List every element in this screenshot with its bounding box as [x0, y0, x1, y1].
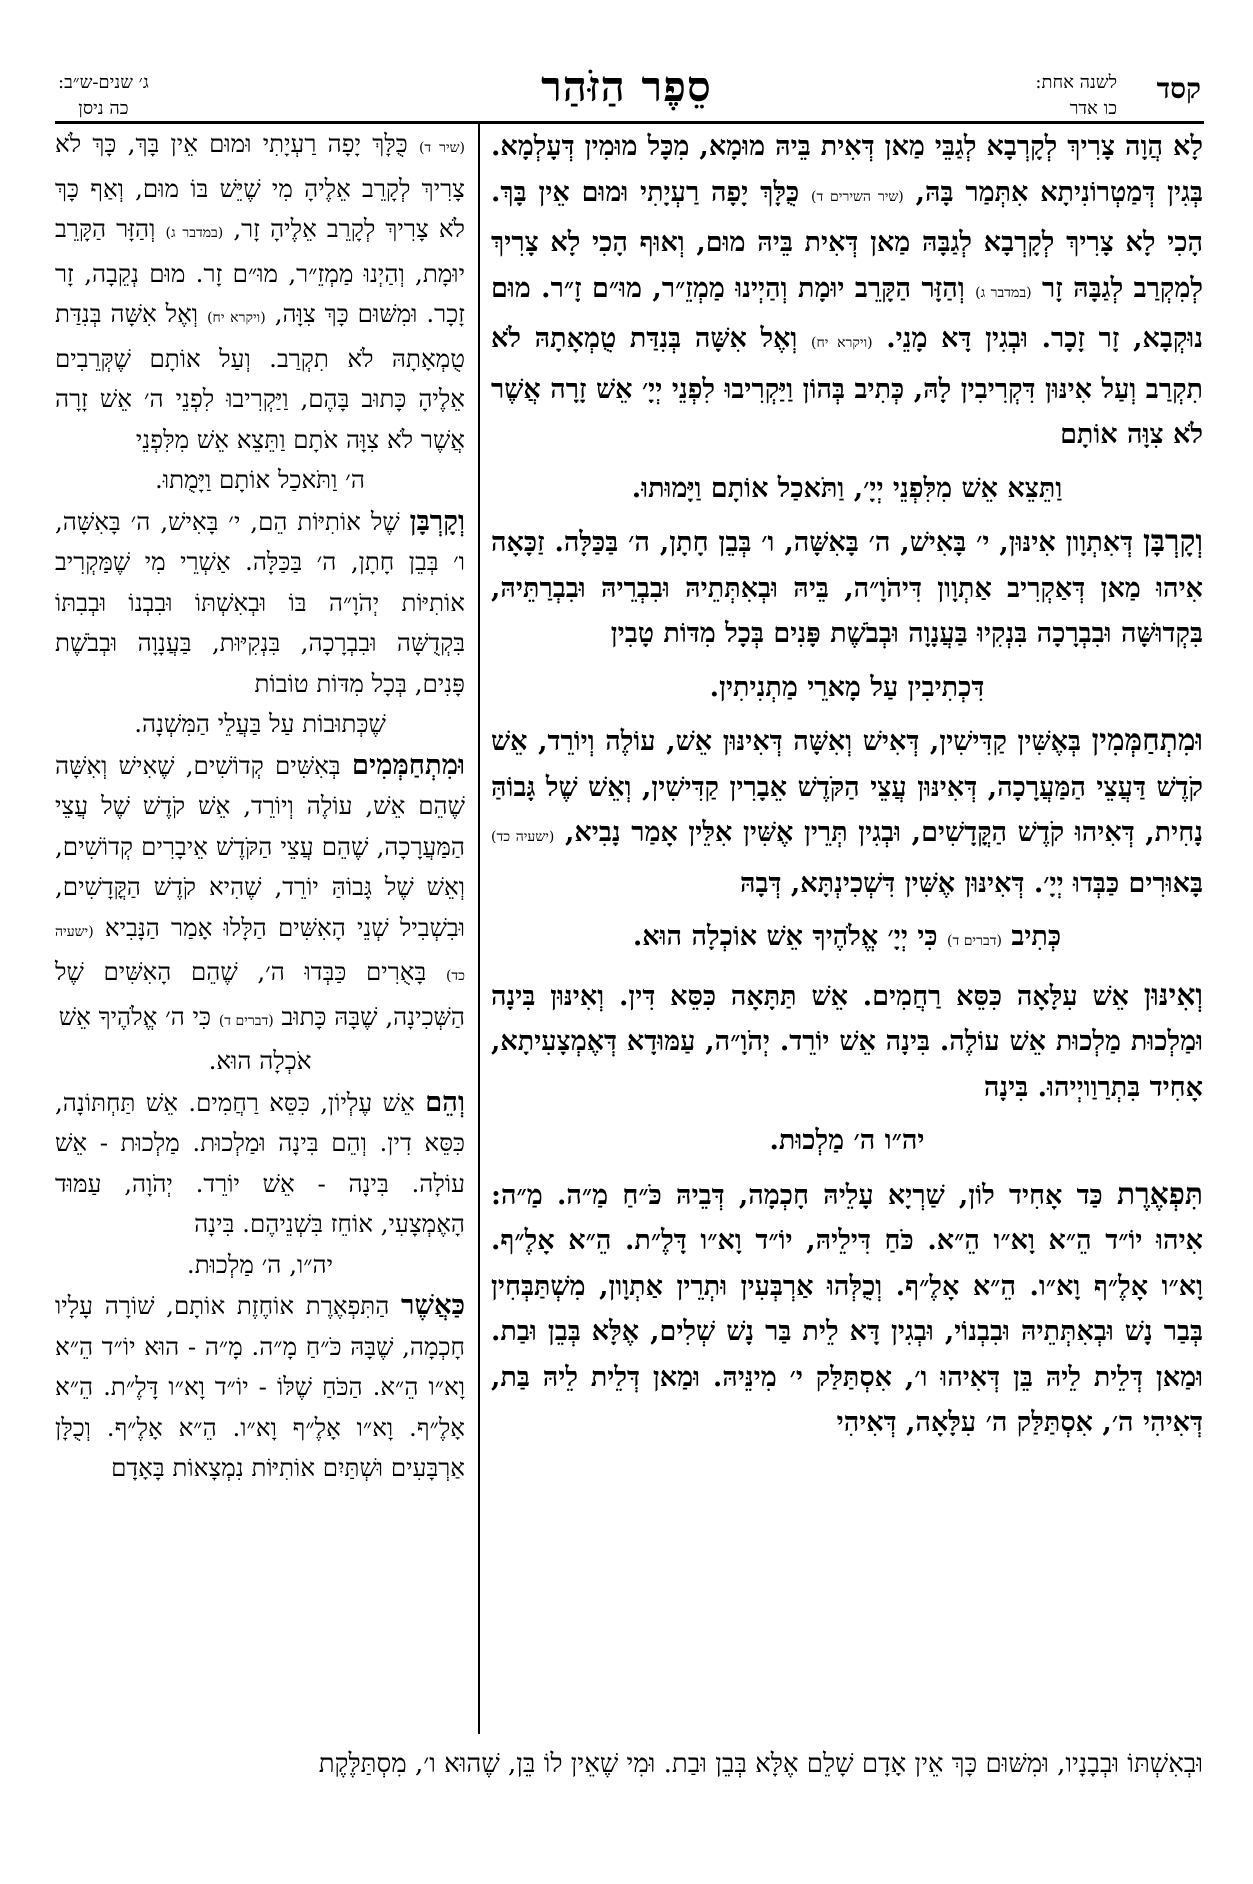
paragraph-lead-word: וְהֵם [425, 1085, 465, 1118]
translation-text: בָּאֻרִים כַּבְּדוּ ה׳, שֶׁהֵם הָאִשִּׁים שֶׁל הַשְּׁכִינָה, שֶׁבָּהּ כָּתוּב [55, 957, 465, 1031]
schedule-one-year-date: כו אדר [1069, 98, 1117, 119]
translation-paragraph-end: ה׳ וַתֹּאכַל אוֹתָם וַיָּמֻתוּ. [155, 465, 365, 494]
verse-reference: (במדבר ג) [975, 284, 1032, 301]
schedule-three-years-date: כה ניסן [78, 98, 129, 119]
translation-paragraph-end: שֶׁכְּתוּבוֹת עַל בַּעֲלֵי הַמִּשְׁנָה. [134, 709, 386, 738]
main-paragraph-end: דִּכְתִיבִין עַל מָארֵי מַתְנִיתִין. [709, 671, 985, 703]
main-paragraph-end: וַתֵּצֵא אֵשׁ מִלִּפְנֵי יְיָ׳, וַתֹּאכַל אוֹתָם וַיָּמוּתוּ. [631, 472, 1063, 504]
translation-text: בְּאִשִּׁים קְדוֹשִׁים, שֶׁאִישׁ וְאִשָּׁה שֶׁהֵם אֵשׁ, עוֹלֶה וְיוֹרֵד, אֵשׁ קֹדֶשׁ שֶׁל עֲצֵי הַמַּעֲרָכָה, שֶׁהֵם עֲצֵי הַקֹּדֶשׁ אֵיבָרִים קְדוֹשִׁים, וְאֵשׁ שֶׁל גָּבוֹהַּ יוֹרֵד, שֶׁהִיא קֹדֶשׁ הַקֳּדָשִׁים, וּבִשְׁבִיל שְׁנֵי הָאִשִּׁים הַלָּלוּ אָמַר הַנָּבִיא [55, 750, 465, 942]
main-text: דְּאִינּוּן עֲצֵי הַקֹּדֶשׁ אֵבָרִין קַדִּישִׁין, וְאֵשׁ שֶׁל גָּבוֹהַּ נָחִית, דְּאִיהוּ קֹדֶשׁ הַקֳּדָשִׁים, וּבְגִין תְּרֵין אֶשִּׁין אִלֵּין אָמַר נָבִיא, [491, 771, 1203, 848]
schedule-one-year-label: לשנה אחת: [1035, 72, 1117, 93]
translation-text: כֻּלָּךְ יָפָה רַעְיָתִי וּמוּם אֵין בָּךְ, כָּךְ לֹא צָרִיךְ לְקָרֵב אֵלֶיהָ מִי שֶׁיֵּשׁ בּוֹ מוּם, וְאַף כָּךְ לֹא צָרִיךְ לְקָרֵב אֵלֶיהָ זָר, [55, 129, 465, 243]
verse-reference: (ישעיה כד) [55, 923, 465, 984]
translation-paragraph [55, 1285, 465, 1489]
verse-reference: (שיר ד) [418, 140, 465, 156]
main-text: וְאִינּוּן בִּינָה וּמַלְכוּת מַלְכוּת אֵשׁ עוֹלֶה. בִּינָה אֵשׁ יוֹרֵד. יְהֹוָ״ה, עַמּוּדָא דְּאֶמְצָעִיתָא, אָחִיד בִּתְרַוַויְיהוּ. בִּינָה [491, 980, 1203, 1103]
translation-text: וְאֶל אִשָּׁה בְּנִדַּת טֻמְאָתָהּ לֹא תִקְרַב. וְעַל אוֹתָם שֶׁקְּרֵבִים אֵלֶיהָ כָּתוּב בָּהֶם, וַיַּקְרִיבוּ לִפְנֵי ה׳ אֵשׁ זָרָה אֲשֶׁר לֹא צִוָּה אֹתָם וַתֵּצֵא אֵשׁ מִלִּפְנֵי [55, 299, 465, 454]
main-paragraph [491, 1172, 1203, 1446]
translation-text: שֶׁל אוֹתִיּוֹת הֵם, י׳ בָּאִישׁ, ה׳ בָּאִשָּׁה, ו׳ בְּבֵן חָתָן, ה׳ בַּכַּלָּה. אַשְׁרֵי מִי שֶׁמַּקְרִיב אוֹתִיּוֹת יְהֹוָ״ה בּוֹ וּבְאִשְׁתּוֹ וּבִבְנוֹ וּבְבִתּוֹ בִּקְדֻשָּׁה וּבִבְרָכָה, בִּנְקִיּוּת, בַּעֲנָוָה וּבְבֹשֶׁת פָּנִים, בְּכָל מִדּוֹת טוֹבוֹת [55, 506, 465, 698]
main-text: ה׳ בַּכַּלָּה. זַכָּאָה אִיהוּ מַאן דְּאַקְרִיב אַתְוָון דִּיהֹוָ״ה, בֵּיהּ וּבְאִתְּתֵיהּ וּבִבְרֵיהּ וּבִבְרַתֵּיהּ, בִּקְדוּשָּׁה וּבִבְרָכָה בִּנְקִיוּ בַּעֲנָוָה וּבְבֹשֶׁת פָּנִים בְּכָל מִדּוֹת טָבִין [491, 527, 1203, 649]
main-paragraph [491, 973, 1203, 1111]
schedule-three-years [58, 70, 149, 122]
main-text: בְּאֶשִּׁין קַדִּישִׁין, דְּאִישׁ וְאִשָּׁה דְּאִינּוּן אֵשׁ, [666, 726, 1081, 757]
verse-reference: (דברים ד) [218, 1012, 274, 1029]
paragraph-lead-word: וּמִתְחַמְּמִין [1091, 723, 1204, 758]
translation-text: הַתִּפְאֶרֶת אוֹחֶזֶת אוֹתָם, שׁוֹרָה עָלָיו חָכְמָה, שֶׁבָּהּ כֹּ״חַ מָ״ה. מָ״ה - הוּא יוֹ״ד הֵ״א וָא״ו הֵ״א. הַכֹּחַ שֶׁלּוֹ - יוֹ״ד וָא״ו דָּלֶ״ת. הֵ״א אָלֶ״ף. וָא״ו אָלֶ״ף וָא״ו. הֵ״א אָלֶ״ף. וְכֻלָּן אַרְבָּעִים וּשְׁתַּיִם אוֹתִיּוֹת נִמְצָאוֹת בָּאָדָם [55, 1291, 465, 1482]
translation-paragraph-end: יה״ו, ה׳ מַלְכוּת. [186, 1249, 334, 1279]
schedule-three-years-label: ג׳ שנים-ש״ב: [58, 72, 149, 93]
main-paragraph-end [491, 914, 1203, 965]
verse-reference: (במדבר ג) [165, 225, 224, 241]
column-divider [478, 124, 480, 1734]
main-paragraph-end: יה״ו ה׳ מַלְכוּת. [769, 1125, 925, 1156]
main-paragraph [491, 519, 1203, 657]
verse-reference: (ויקרא יח) [811, 335, 873, 351]
verse-reference: (ויקרא יח) [207, 310, 266, 326]
main-text: אֵשׁ עִלָּאָה כִּסֵּא רַחֲמִים. אֵשׁ תַּתָּאָה כִּסֵּא דִּין. [618, 980, 1129, 1012]
main-text: לָא הֲוָה צָרִיךְ לְקָרְבָא לְגַבֵּי מַאן דְּאִית בֵּיהּ מוּמָא, מִכָּל מוּמִין דְּעָלְמָא. בְּגִין דְּמַטְרוֹנִיתָא אִתְּמַר בָּהּ, [491, 131, 1204, 208]
main-text: כִּי יְיָ׳ אֱלֹהֶיךָ אֵשׁ אוֹכְלָה הוּא. [632, 921, 938, 952]
main-text: וְאֶל אִשָּׁה בְּנִדַּת טֻמְאָתָהּ לֹא תִקְרַב וְעַל אִינּוּן דִּקְרִיבִין לָהּ, כְּתִיב בְּהוֹן וַיַּקְרִיבוּ לִפְנֵי יְיָ׳ אֵשׁ זָרָה אֲשֶׁר לֹא צִוָּה אוֹתָם [491, 323, 1203, 450]
main-paragraph [491, 124, 1203, 458]
main-text: כֻּלָּךְ יָפָה רַעְיָתִי וּמוּם אֵין בָּךְ. הָכִי לָא צָרִיךְ לְקָרְבָא לְגַבָּהּ מַאן דְּאִית בֵּיהּ מוּם, וְאוּף הָכִי לָא צָרִיךְ לְמִקְרַב לְגַבָּהּ זָר [491, 176, 1203, 304]
page-number: קסד [1156, 72, 1201, 105]
paragraph-lead-word: וּמִתְחַמְּמִים [351, 748, 466, 781]
paragraph-lead-word: וְקָרְבָּן [1143, 524, 1203, 559]
translation-paragraph [55, 745, 465, 1042]
paragraph-lead-word: וְאִינּוּן [1143, 977, 1203, 1013]
verse-reference: (דברים ד) [947, 933, 1002, 949]
translation-column [55, 124, 465, 1489]
paragraph-lead-word: כַּאֲשֶׁר [401, 1289, 465, 1321]
translation-paragraph [55, 1082, 465, 1245]
verse-reference: (שיר השירים ד) [811, 188, 904, 205]
main-text: כַּד אָחִיד לוֹן, שַׁרְיָא עָלֵיהּ חָכְמָה, דְּבֵיהּ כֹּ״חַ מַ״ה. מַ״ה: אִיהוּ יוֹ״ד הֵ״א וָא״ו הֵ״א. כֹּחַ דִּילֵיהּ, יוֹ״ד וָא״ו דָּלֶ״ת. הֵ״א אָלֶ״ף. וָא״ו אָלֶ״ף וָא״ו. הֵ״א אָלֶ״ף. וְכֻלְּהוּ אַרְבְּעִין וּתְרֵין אַתְוָון, מִשְׁתַּבְּחִין בְּבַר נָשׁ וּבְאִתְּתֵיהּ וּבִבְנוֹי, וּבְגִין דָּא לֵית בַּר נָשׁ שְׁלִים, אֶלָּא בְּבֵן וּבַת. וּמַאן דְּלֵית לֵיהּ בֵּן דְּאִיהוּ ו׳, אִסְתַּלַּק י׳ מִינֵּיהּ. וּמַאן דְּלֵית לֵיהּ בַּת, דְּאִיהִי ה׳, אִסְתַּלַּק ה׳ עִלָּאָה, דְּאִיהִי [491, 1179, 1203, 1438]
main-text: דְּאִתְוָון אִינּוּן, י׳ בָּאִישׁ, ה׳ בָּאִשָּׁה, ו׳ בְּבֵן חָתָן, [659, 527, 1134, 558]
paragraph-lead-word: תִּפְאֶרֶת [1116, 1176, 1203, 1212]
main-text: עוֹלֶה וְיוֹרֵד, אֵשׁ קֹדֶשׁ דַּעֲצֵי הַמַּעֲרָכָה, [491, 726, 1203, 803]
translation-paragraph [55, 124, 465, 460]
main-text: כְּתִיב [1011, 921, 1062, 952]
translation-paragraph [55, 501, 465, 705]
main-text: וְהַזָּר הַקָּרֵב יוּמָת וְהַיְינוּ מַמְזֵ״ר, מוּ״ם זָ״ר. מוּם נוּקְבָא, זָר זָכָר. וּבְגִין דָּא מָנֵי. [491, 272, 1203, 354]
main-paragraph [491, 718, 1203, 906]
bottom-continuation-line: וּבְאִשְׁתּוֹ וּבְבָנָיו, וּמִשּׁוּם כָּךְ אֵין אָדָם שָׁלֵם אֶלָּא בְּבֵן וּבַת. וּמִי שֶׁאֵין לוֹ בֵּן, שֶׁהוּא ו׳, מִסְתַּלֶּקֶת [318, 1749, 1203, 1779]
book-title: סֵפֶר הַזֹּהַר [541, 62, 712, 111]
verse-reference: (ישעיה כד) [491, 829, 555, 845]
translation-text: אֵשׁ עֶלְיוֹן, כִּסֵּא רַחֲמִים. אֵשׁ תַּחְתּוֹנָה, כִּסֵּא דִין. וְהֵם בִּינָה וּמַלְכוּת. מַלְכוּת - אֵשׁ עוֹלָה. בִּינָה - אֵשׁ יוֹרֵד. יְהֹוָה, עַמּוּד הָאֶמְצָעִי, אוֹחֵז בִּשְׁנֵיהֶם. בִּינָה [55, 1087, 465, 1238]
translation-paragraph-end: אֹכְלָה הוּא. [208, 1046, 312, 1075]
page-header [0, 62, 1253, 124]
main-text-column [491, 124, 1203, 1454]
translation-text: וְהַזָּר הַקָּרֵב יוּמָת, וְהַיְנוּ מַמְזֵ״ר, מוּ״ם זָר. מוּם נְקֵבָה, זָר זָכָר. וּמִשּׁוּם כָּךְ צִוָּה, [55, 214, 466, 328]
translation-text: כִּי ה׳ אֱלֹהֶיךָ אֵשׁ [58, 1001, 212, 1031]
main-text: בָּאוּרִים כַּבְּדוּ יְיָ׳. דְּאִינּוּן אֶשִּׁין דִּשְׁכִינְתָּא, דְּבָהּ [739, 867, 1203, 899]
paragraph-lead-word: וְקָרְבָּן [409, 504, 465, 537]
